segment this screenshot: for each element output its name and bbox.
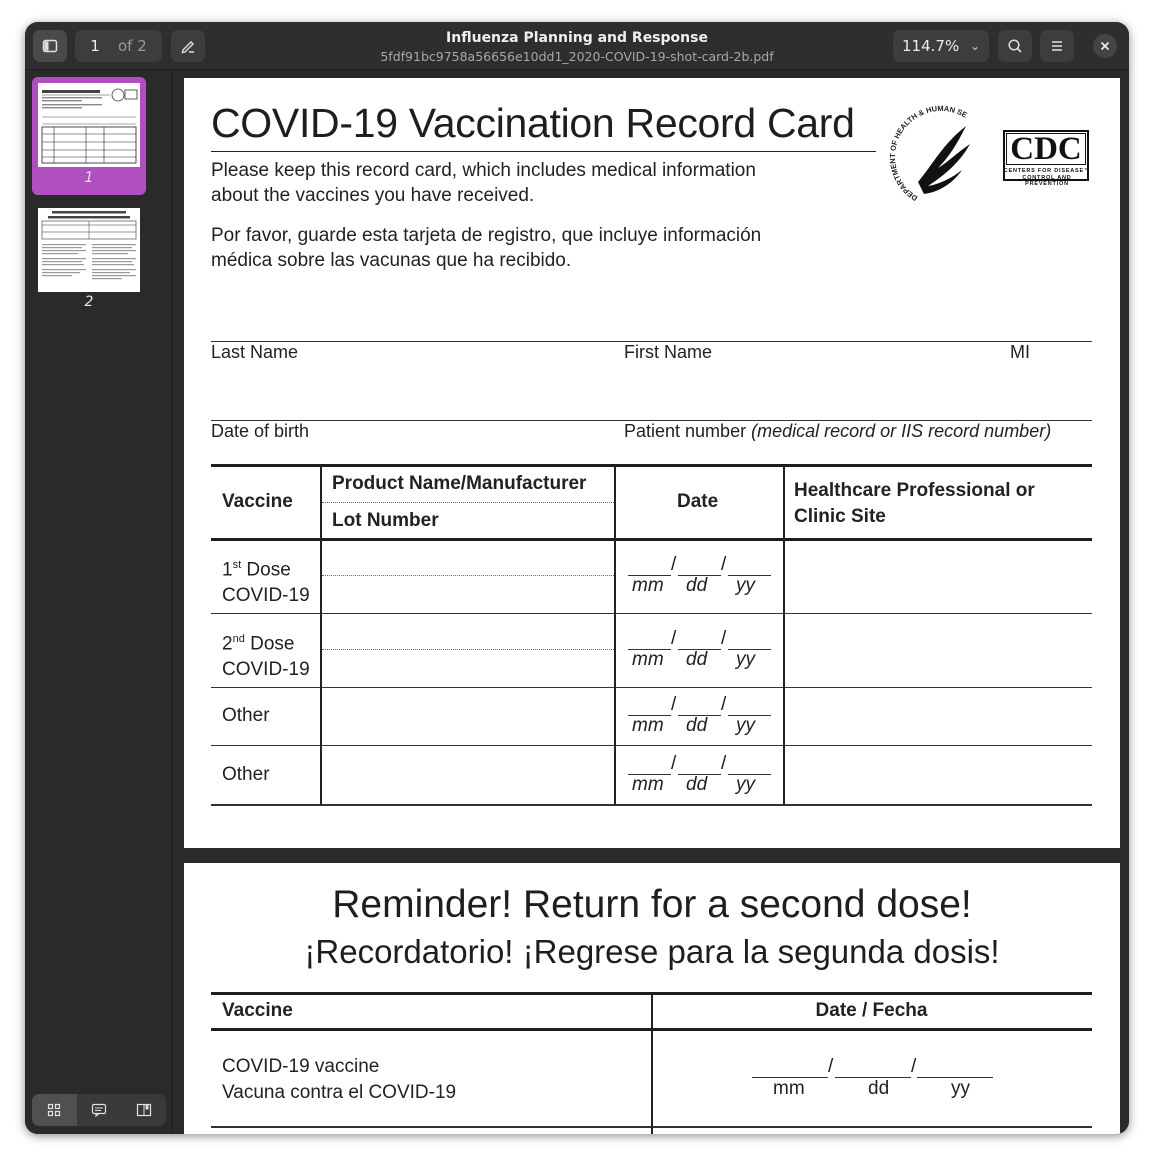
zoom-dropdown[interactable] xyxy=(893,30,989,62)
date-unit-yy: yy xyxy=(736,575,755,596)
chevron-down-icon: ⌄ xyxy=(969,39,980,53)
first-name-label: First Name xyxy=(624,342,713,362)
last-name-label: Last Name xyxy=(211,342,299,362)
row-other-1-label: Other xyxy=(222,705,270,726)
thumbnail-image-page-1 xyxy=(38,83,140,167)
thumbnail-page-1[interactable] xyxy=(32,77,146,195)
date-separator: / xyxy=(721,554,727,575)
date-separator: / xyxy=(671,753,677,774)
cdc-logo-sub1: CENTERS FOR DISEASE™ xyxy=(1003,168,1091,174)
hhs-seal-logo xyxy=(888,104,994,210)
date-unit-dd: dd xyxy=(686,649,708,670)
pdf-page-2: Reminder! Return for a second dose! ¡Recordatorio! ¡Regrese para la segunda dosis! Vaccine Date / Fecha COVID-19 vaccine Vacuna contra el COVID-19 / / mm dd yy xyxy=(184,863,1120,1134)
mi-label: MI xyxy=(1010,342,1030,362)
reminder-row-vaccine: COVID-19 vaccine Vacuna contra el COVID-19 xyxy=(222,1056,457,1103)
annotate-button[interactable] xyxy=(171,30,205,62)
date-separator: / xyxy=(721,694,727,715)
current-page-input[interactable]: 1 xyxy=(90,37,100,55)
comment-icon xyxy=(91,1103,107,1117)
row-other-2-label: Other xyxy=(222,764,270,785)
intro-spanish: Por favor, guarde esta tarjeta de registro, que incluye información médica sobre las vacunas que ha recibido. xyxy=(211,225,762,271)
reminder-heading-es: ¡Recordatorio! ¡Regrese para la segunda dosis! xyxy=(304,933,1000,970)
col-header-vaccine: Vaccine xyxy=(222,491,293,512)
main-menu-button[interactable] xyxy=(1040,30,1074,62)
dob-label: Date of birth xyxy=(211,421,310,441)
patient-number-label: Patient number (medical record or IIS record number) xyxy=(624,421,1052,441)
reminder-date-yy: yy xyxy=(951,1078,970,1099)
thumbnail-image-page-2 xyxy=(38,208,140,292)
intro-english: Please keep this record card, which includes medical information about the vaccines you have received. xyxy=(211,160,756,206)
thumbnail-label-1: 1 xyxy=(84,170,94,186)
zoom-level: 114.7% xyxy=(902,37,960,55)
window-subtitle-filename: 5fdf91bc9758a56656e10dd1_2020-COVID-19-shot-card-2b.pdf xyxy=(380,49,774,64)
annotations-mode-button[interactable] xyxy=(77,1094,122,1126)
card-heading: COVID-19 Vaccination Record Card xyxy=(211,100,855,146)
close-button[interactable] xyxy=(1093,34,1117,58)
close-icon xyxy=(1100,41,1110,51)
thumbnail-sidebar xyxy=(25,71,173,1134)
sidebar-mode-switcher xyxy=(32,1094,166,1126)
date-unit-yy: yy xyxy=(736,774,755,795)
pdf-page-1 xyxy=(184,78,1120,848)
book-icon xyxy=(136,1103,152,1117)
row-dose-2-label: 2nd Dose COVID-19 xyxy=(222,633,310,681)
date-unit-dd: dd xyxy=(686,774,708,795)
date-separator: / xyxy=(721,628,727,649)
bookmarks-mode-button[interactable] xyxy=(121,1094,166,1126)
date-separator: / xyxy=(721,753,727,774)
window-title: Influenza Planning and Response xyxy=(446,30,708,46)
cdc-logo-letters: CDC xyxy=(1006,133,1086,165)
pen-icon xyxy=(180,38,196,54)
col-header-date: Date xyxy=(677,491,719,512)
date-unit-yy: yy xyxy=(736,649,755,670)
document-view[interactable] xyxy=(174,71,1129,1134)
thumbnail-label-2: 2 xyxy=(84,294,94,310)
sidebar-toggle-button[interactable] xyxy=(33,30,67,62)
date-unit-mm: mm xyxy=(632,774,664,795)
cdc-logo xyxy=(1003,130,1091,185)
hamburger-menu-icon xyxy=(1050,39,1064,53)
date-unit-dd: dd xyxy=(686,575,708,596)
hhs-seal-text: DEPARTMENT OF HEALTH & HUMAN SERVICES xyxy=(888,104,969,203)
date-unit-mm: mm xyxy=(632,649,664,670)
date-separator: / xyxy=(671,694,677,715)
col-header-lot: Lot Number xyxy=(332,510,439,531)
heading-underline xyxy=(211,151,876,152)
page-count-label: of 2 xyxy=(118,37,147,55)
reminder-col-date: Date / Fecha xyxy=(815,1000,928,1021)
reminder-date-dd: dd xyxy=(868,1078,890,1099)
sidebar-icon xyxy=(42,38,58,54)
grid-icon xyxy=(47,1103,61,1117)
date-unit-dd: dd xyxy=(686,715,708,736)
search-button[interactable] xyxy=(998,30,1032,62)
date-unit-yy: yy xyxy=(736,715,755,736)
reminder-col-vaccine: Vaccine xyxy=(222,1000,293,1021)
header-bar xyxy=(25,22,1129,70)
reminder-date-mm: mm xyxy=(773,1078,805,1099)
date-unit-mm: mm xyxy=(632,715,664,736)
reminder-heading-en: Reminder! Return for a second dose! xyxy=(332,883,972,926)
col-header-hcp: Healthcare Professional or Clinic Site xyxy=(794,480,1035,527)
page-number-entry[interactable] xyxy=(75,30,162,62)
date-separator: / xyxy=(671,554,677,575)
col-header-product: Product Name/Manufacturer xyxy=(332,473,587,494)
date-separator: / xyxy=(671,628,677,649)
date-unit-mm: mm xyxy=(632,575,664,596)
cdc-logo-sub2: CONTROL AND PREVENTION xyxy=(1022,175,1072,187)
document-viewer-window xyxy=(25,22,1129,1134)
thumbnails-mode-button[interactable] xyxy=(32,1094,77,1126)
row-dose-1-label: 1st Dose COVID-19 xyxy=(222,559,310,607)
search-icon xyxy=(1007,38,1023,54)
